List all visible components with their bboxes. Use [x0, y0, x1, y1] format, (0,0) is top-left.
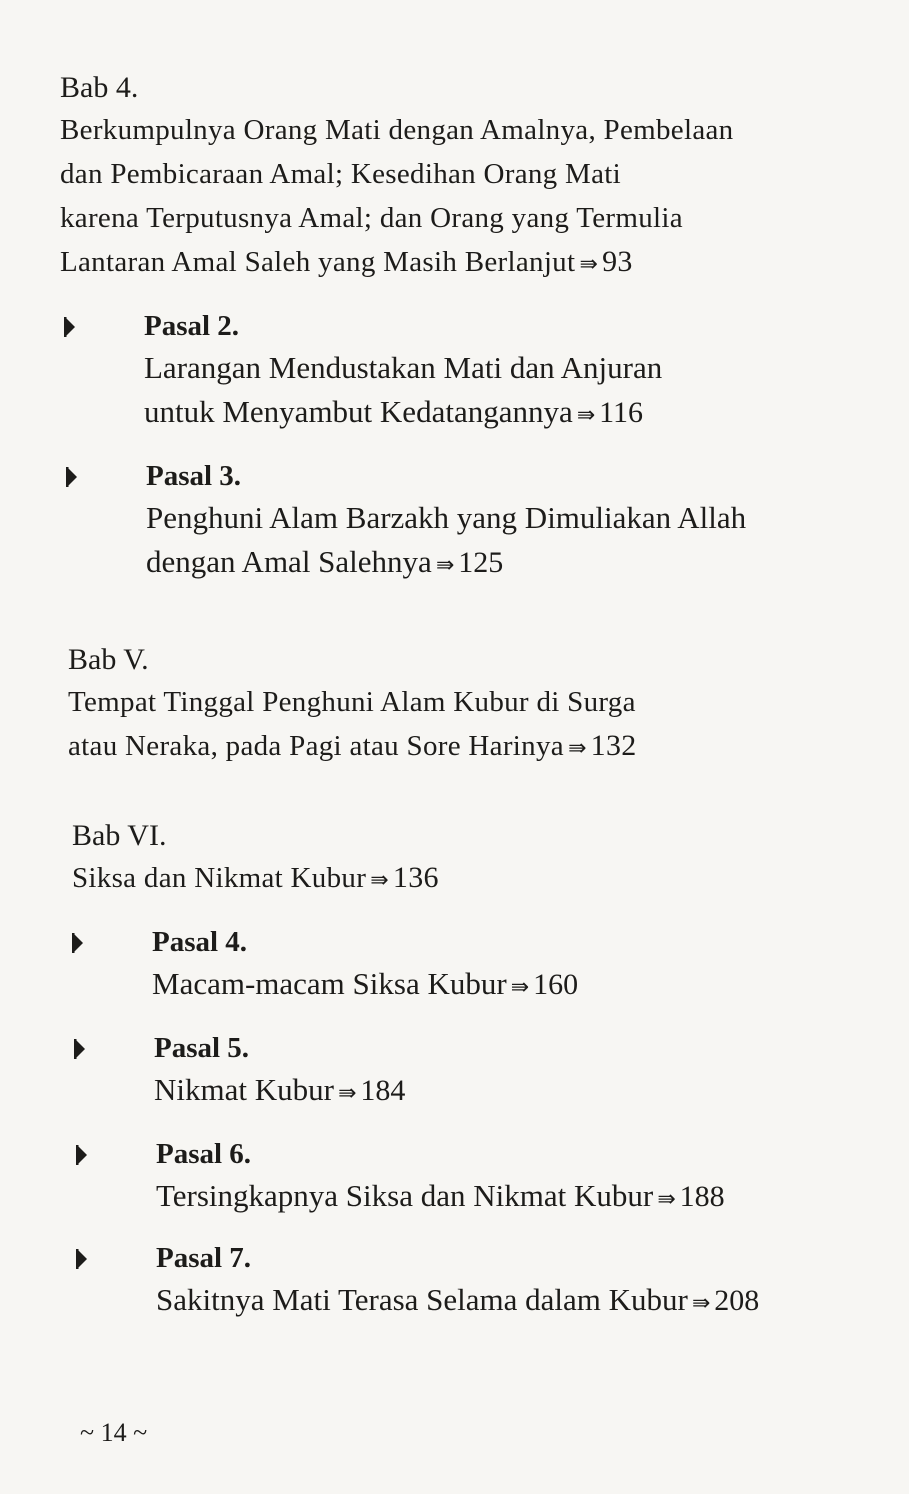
title-line: Siksa dan Nikmat Kubur — [72, 862, 367, 894]
chapter-title — [72, 856, 439, 903]
title-line-last — [146, 540, 746, 588]
title-line: dan Pembicaraan Amal; Kesedihan Orang Mati — [60, 158, 622, 190]
chapter-heading: Bab 4. — [60, 71, 139, 104]
arrow-icon: ⇛ — [567, 736, 587, 761]
arrow-icon: ⇛ — [691, 1291, 711, 1316]
section-heading: Pasal 3. — [146, 460, 242, 492]
page-reference: 93 — [602, 245, 633, 278]
title-line-last — [156, 1174, 725, 1222]
chapter-title — [60, 108, 733, 287]
title-line: Berkumpulnya Orang Mati dengan Amalnya, Pembelaan — [60, 114, 734, 146]
section-title — [154, 1068, 405, 1116]
title-line: Tempat Tinggal Penghuni Alam Kubur di Surga — [68, 686, 636, 718]
title-line: Sakitnya Mati Terasa Selama dalam Kubur — [156, 1282, 688, 1317]
section-heading: Pasal 7. — [156, 1242, 252, 1274]
toc-entry-bab-4 — [60, 68, 733, 287]
section-title — [144, 346, 662, 438]
section-title — [152, 962, 578, 1010]
bullet-marker-icon — [74, 1038, 86, 1060]
arrow-icon: ⇛ — [370, 868, 389, 893]
toc-entry-pasal-4 — [152, 922, 578, 1010]
title-line: Macam-macam Siksa Kubur — [152, 966, 507, 1001]
section-title — [146, 496, 746, 588]
page-reference: 184 — [360, 1074, 406, 1107]
bullet-marker-icon — [72, 932, 84, 954]
page-reference: 188 — [679, 1180, 725, 1213]
toc-entry-pasal-7 — [156, 1238, 759, 1326]
title-line: Tersingkapnya Siksa dan Nikmat Kubur — [156, 1178, 654, 1213]
section-heading: Pasal 5. — [154, 1032, 250, 1064]
section-title — [156, 1174, 725, 1222]
chapter-heading: Bab VI. — [72, 819, 167, 852]
title-line-last — [144, 390, 662, 438]
bullet-marker-icon — [66, 466, 78, 488]
page-reference: 160 — [533, 968, 579, 1001]
section-title — [156, 1278, 759, 1326]
title-line-last — [72, 856, 439, 903]
bullet-marker-icon — [64, 316, 76, 338]
page-reference: 116 — [599, 396, 644, 429]
toc-entry-pasal-6 — [156, 1134, 725, 1222]
toc-entry-pasal-3 — [146, 456, 746, 588]
title-line-last — [154, 1068, 405, 1116]
toc-entry-bab-6 — [72, 816, 439, 903]
page-number: ~ 14 ~ — [80, 1418, 148, 1447]
toc-entry-pasal-5 — [154, 1028, 405, 1116]
arrow-icon: ⇛ — [510, 975, 530, 1000]
title-line: Lantaran Amal Saleh yang Masih Berlanjut — [60, 246, 576, 278]
title-line-last — [68, 724, 637, 771]
bullet-marker-icon — [76, 1248, 88, 1270]
section-heading: Pasal 4. — [152, 926, 248, 958]
chapter-heading: Bab V. — [68, 643, 149, 676]
arrow-icon: ⇛ — [435, 553, 455, 578]
section-heading: Pasal 2. — [144, 310, 240, 342]
bullet-marker-icon — [76, 1144, 88, 1166]
page-reference: 136 — [392, 861, 439, 894]
title-line: Nikmat Kubur — [154, 1072, 334, 1107]
title-line: Penghuni Alam Barzakh yang Dimuliakan Allah — [146, 500, 747, 535]
chapter-title — [68, 680, 637, 771]
title-line: untuk Menyambut Kedatangannya — [144, 394, 573, 429]
page-reference: 208 — [714, 1284, 760, 1317]
arrow-icon: ⇛ — [576, 403, 596, 428]
arrow-icon: ⇛ — [337, 1081, 357, 1106]
title-line-last — [152, 962, 578, 1010]
title-line: atau Neraka, pada Pagi atau Sore Harinya — [68, 730, 564, 762]
page-reference: 125 — [458, 546, 504, 579]
title-line: Larangan Mendustakan Mati dan Anjuran — [144, 350, 663, 385]
arrow-icon: ⇛ — [579, 252, 599, 277]
toc-entry-bab-5 — [68, 640, 637, 771]
page-reference: 132 — [590, 729, 637, 762]
title-line-last — [156, 1278, 759, 1326]
arrow-icon: ⇛ — [657, 1187, 676, 1212]
title-line-last — [60, 240, 733, 287]
title-line: karena Terputusnya Amal; dan Orang yang Termulia — [60, 202, 683, 234]
toc-entry-pasal-2 — [144, 306, 662, 438]
title-line: dengan Amal Salehnya — [146, 544, 432, 579]
section-heading: Pasal 6. — [156, 1138, 252, 1170]
